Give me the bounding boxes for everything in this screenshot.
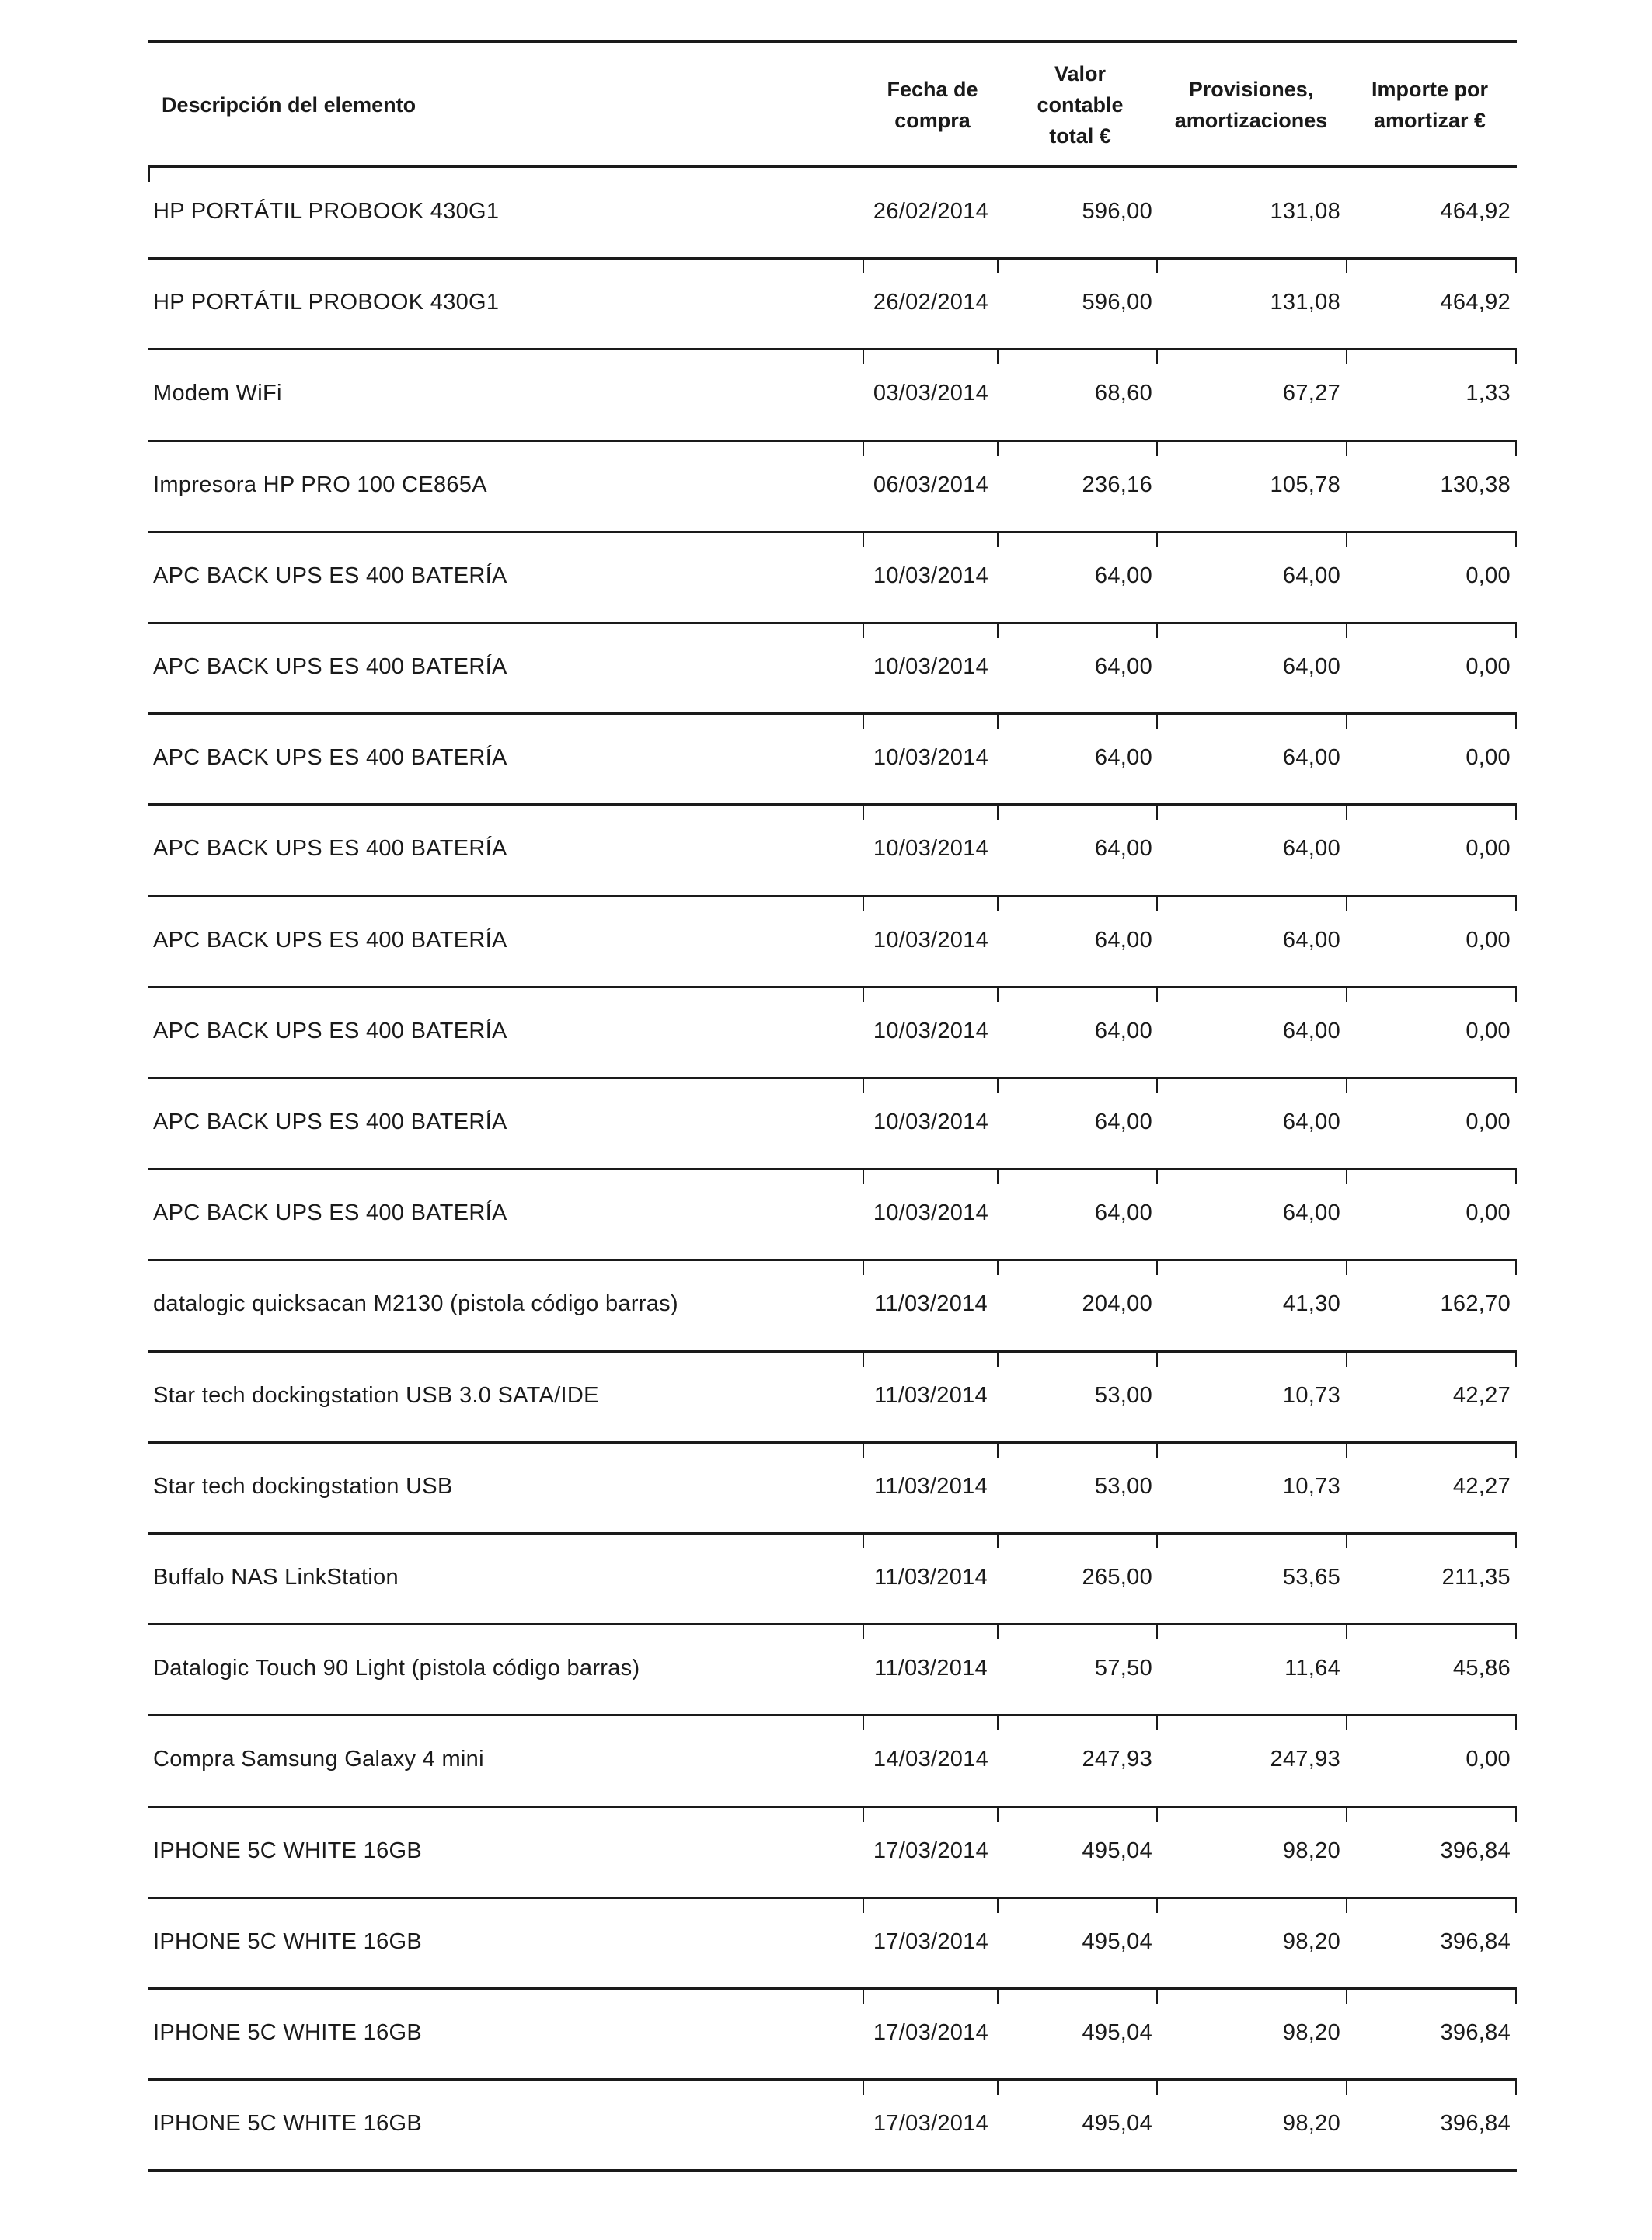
column-tick: [1156, 986, 1158, 1002]
cell-amount-to-amortize: 396,84: [1440, 1838, 1511, 1863]
column-tick: [1156, 1714, 1158, 1730]
cell-description: APC BACK UPS ES 400 BATERÍA: [153, 928, 507, 953]
cell-provisions: 64,00: [1282, 654, 1340, 679]
column-tick: [1515, 1441, 1517, 1458]
header-book-value: [1002, 43, 1158, 167]
column-tick: [1515, 1897, 1517, 1913]
cell-book-value: 64,00: [1094, 654, 1152, 679]
cell-purchase-date: 06/03/2014: [873, 472, 989, 497]
cell-provisions: 98,20: [1282, 1929, 1340, 1954]
column-tick: [1515, 531, 1517, 547]
column-tick: [1156, 1441, 1158, 1458]
column-tick: [1346, 2078, 1347, 2095]
header-description-label: Descripción del elemento: [162, 93, 416, 117]
column-tick: [1515, 440, 1517, 456]
cell-description: APC BACK UPS ES 400 BATERÍA: [153, 1200, 507, 1225]
cell-provisions: 98,20: [1282, 2020, 1340, 2045]
cell-book-value: 64,00: [1094, 563, 1152, 588]
header-date-line2: compra: [894, 109, 971, 132]
cell-provisions: 67,27: [1282, 381, 1340, 406]
cell-provisions: 64,00: [1282, 563, 1340, 588]
column-tick: [1346, 895, 1347, 911]
column-tick: [1156, 1897, 1158, 1913]
column-tick: [1346, 1987, 1347, 2004]
column-tick: [1515, 1532, 1517, 1548]
cell-book-value: 64,00: [1094, 1019, 1152, 1043]
column-tick: [1346, 1259, 1347, 1275]
column-tick: [1156, 622, 1158, 638]
column-tick: [1156, 803, 1158, 820]
cell-purchase-date: 11/03/2014: [874, 1474, 988, 1499]
header-date-line1: Fecha de: [887, 78, 978, 101]
cell-description: APC BACK UPS ES 400 BATERÍA: [153, 654, 507, 679]
cell-description: Datalogic Touch 90 Light (pistola código barras): [153, 1656, 640, 1681]
cell-provisions: 131,08: [1270, 290, 1340, 315]
column-tick: [1515, 895, 1517, 911]
cell-purchase-date: 10/03/2014: [873, 836, 989, 861]
column-tick: [1346, 1441, 1347, 1458]
cell-provisions: 64,00: [1282, 1019, 1340, 1043]
column-tick: [1156, 1259, 1158, 1275]
cell-book-value: 204,00: [1082, 1291, 1152, 1316]
header-value-line3: total €: [1049, 124, 1111, 148]
cell-provisions: 98,20: [1282, 2111, 1340, 2136]
cell-book-value: 53,00: [1094, 1383, 1152, 1408]
cell-purchase-date: 10/03/2014: [873, 1110, 989, 1134]
cell-provisions: 131,08: [1270, 199, 1340, 224]
header-amount-line2: amortizar €: [1373, 109, 1486, 132]
cell-purchase-date: 17/03/2014: [873, 2111, 989, 2136]
header-value-line1: Valor: [1054, 62, 1107, 85]
column-tick: [1156, 895, 1158, 911]
cell-amount-to-amortize: 130,38: [1440, 472, 1511, 497]
column-tick: [1156, 1806, 1158, 1822]
cell-description: IPHONE 5C WHITE 16GB: [153, 1838, 423, 1863]
column-tick: [1156, 1350, 1158, 1367]
cell-amount-to-amortize: 0,00: [1466, 563, 1511, 588]
cell-provisions: 41,30: [1282, 1291, 1340, 1316]
column-tick: [1346, 1168, 1347, 1184]
cell-amount-to-amortize: 0,00: [1466, 1200, 1511, 1225]
column-tick: [1515, 1806, 1517, 1822]
cell-book-value: 64,00: [1094, 745, 1152, 770]
column-tick: [1156, 257, 1158, 273]
cell-book-value: 247,93: [1082, 1747, 1152, 1771]
cell-description: Impresora HP PRO 100 CE865A: [153, 472, 487, 497]
cell-purchase-date: 11/03/2014: [874, 1656, 988, 1681]
cell-provisions: 64,00: [1282, 1200, 1340, 1225]
header-purchase-date: [863, 43, 1002, 167]
header-provisions: [1162, 43, 1340, 167]
column-tick: [1156, 2078, 1158, 2095]
cell-description: APC BACK UPS ES 400 BATERÍA: [153, 1110, 507, 1134]
column-tick: [1515, 622, 1517, 638]
cell-amount-to-amortize: 396,84: [1440, 2111, 1511, 2136]
cell-purchase-date: 10/03/2014: [873, 1200, 989, 1225]
cell-book-value: 265,00: [1082, 1565, 1152, 1590]
cell-purchase-date: 11/03/2014: [874, 1291, 988, 1316]
cell-purchase-date: 17/03/2014: [873, 1929, 989, 1954]
cell-book-value: 64,00: [1094, 836, 1152, 861]
column-tick: [1156, 531, 1158, 547]
header-description: [162, 43, 628, 167]
cell-purchase-date: 10/03/2014: [873, 563, 989, 588]
cell-amount-to-amortize: 464,92: [1440, 290, 1511, 315]
cell-description: HP PORTÁTIL PROBOOK 430G1: [153, 290, 500, 315]
column-tick: [1346, 257, 1347, 273]
cell-description: Buffalo NAS LinkStation: [153, 1565, 399, 1590]
header-amount-to-amortize: [1344, 43, 1515, 167]
column-tick: [1346, 1714, 1347, 1730]
cell-description: datalogic quicksacan M2130 (pistola código barras): [153, 1291, 678, 1316]
cell-amount-to-amortize: 0,00: [1466, 1747, 1511, 1771]
cell-purchase-date: 26/02/2014: [873, 290, 989, 315]
cell-book-value: 596,00: [1082, 199, 1152, 224]
cell-purchase-date: 11/03/2014: [874, 1565, 988, 1590]
column-tick: [1156, 348, 1158, 364]
cell-purchase-date: 14/03/2014: [873, 1747, 989, 1771]
cell-description: IPHONE 5C WHITE 16GB: [153, 2111, 423, 2136]
column-tick: [1346, 440, 1347, 456]
cell-purchase-date: 26/02/2014: [873, 199, 989, 224]
column-tick: [1515, 1623, 1517, 1639]
cell-purchase-date: 11/03/2014: [874, 1383, 988, 1408]
cell-book-value: 495,04: [1082, 2020, 1152, 2045]
column-tick: [1515, 986, 1517, 1002]
cell-book-value: 495,04: [1082, 2111, 1152, 2136]
column-tick: [1515, 1077, 1517, 1093]
cell-amount-to-amortize: 42,27: [1452, 1474, 1511, 1499]
column-tick: [1515, 1259, 1517, 1275]
header-corner-tick: [148, 165, 150, 182]
cell-description: APC BACK UPS ES 400 BATERÍA: [153, 1019, 507, 1043]
cell-description: Star tech dockingstation USB 3.0 SATA/IDE: [153, 1383, 599, 1408]
cell-book-value: 64,00: [1094, 1110, 1152, 1134]
column-tick: [1346, 1532, 1347, 1548]
column-tick: [1515, 1168, 1517, 1184]
column-tick: [1346, 712, 1347, 729]
column-tick: [1515, 803, 1517, 820]
cell-amount-to-amortize: 0,00: [1466, 745, 1511, 770]
column-tick: [1515, 2078, 1517, 2095]
column-tick: [1515, 348, 1517, 364]
cell-book-value: 596,00: [1082, 290, 1152, 315]
cell-purchase-date: 10/03/2014: [873, 1019, 989, 1043]
column-tick: [1515, 1987, 1517, 2004]
column-tick: [1156, 712, 1158, 729]
cell-amount-to-amortize: 396,84: [1440, 2020, 1511, 2045]
header-provisions-line1: Provisiones,: [1188, 78, 1314, 101]
cell-purchase-date: 17/03/2014: [873, 1838, 989, 1863]
cell-provisions: 64,00: [1282, 745, 1340, 770]
column-tick: [1156, 1532, 1158, 1548]
cell-provisions: 64,00: [1282, 836, 1340, 861]
column-tick: [1156, 1987, 1158, 2004]
cell-amount-to-amortize: 211,35: [1441, 1565, 1511, 1590]
column-tick: [1156, 1623, 1158, 1639]
cell-amount-to-amortize: 0,00: [1466, 928, 1511, 953]
cell-amount-to-amortize: 0,00: [1466, 1110, 1511, 1134]
cell-amount-to-amortize: 0,00: [1466, 836, 1511, 861]
cell-provisions: 64,00: [1282, 928, 1340, 953]
column-tick: [1515, 712, 1517, 729]
cell-description: HP PORTÁTIL PROBOOK 430G1: [153, 199, 500, 224]
column-tick: [1346, 1806, 1347, 1822]
column-tick: [1515, 1350, 1517, 1367]
cell-book-value: 57,50: [1094, 1656, 1152, 1681]
header-amount-line1: Importe por: [1371, 78, 1488, 101]
cell-book-value: 64,00: [1094, 1200, 1152, 1225]
cell-description: Modem WiFi: [153, 381, 282, 406]
cell-amount-to-amortize: 162,70: [1440, 1291, 1511, 1316]
column-tick: [1515, 257, 1517, 273]
cell-provisions: 10,73: [1282, 1474, 1340, 1499]
cell-provisions: 105,78: [1270, 472, 1340, 497]
cell-provisions: 64,00: [1282, 1110, 1340, 1134]
cell-amount-to-amortize: 464,92: [1440, 199, 1511, 224]
column-tick: [1346, 622, 1347, 638]
cell-provisions: 247,93: [1270, 1747, 1340, 1771]
cell-purchase-date: 10/03/2014: [873, 745, 989, 770]
column-tick: [1346, 1623, 1347, 1639]
cell-description: APC BACK UPS ES 400 BATERÍA: [153, 745, 507, 770]
column-tick: [1346, 531, 1347, 547]
column-tick: [1346, 803, 1347, 820]
cell-amount-to-amortize: 396,84: [1440, 1929, 1511, 1954]
cell-description: IPHONE 5C WHITE 16GB: [153, 2020, 423, 2045]
cell-purchase-date: 10/03/2014: [873, 654, 989, 679]
cell-amount-to-amortize: 0,00: [1466, 654, 1511, 679]
cell-amount-to-amortize: 0,00: [1466, 1019, 1511, 1043]
column-tick: [1346, 986, 1347, 1002]
cell-provisions: 53,65: [1282, 1565, 1340, 1590]
column-tick: [1156, 440, 1158, 456]
cell-purchase-date: 10/03/2014: [873, 928, 989, 953]
cell-book-value: 495,04: [1082, 1929, 1152, 1954]
cell-description: Compra Samsung Galaxy 4 mini: [153, 1747, 484, 1771]
cell-purchase-date: 17/03/2014: [873, 2020, 989, 2045]
cell-description: APC BACK UPS ES 400 BATERÍA: [153, 836, 507, 861]
cell-book-value: 53,00: [1094, 1474, 1152, 1499]
column-tick: [1346, 348, 1347, 364]
column-tick: [1156, 1168, 1158, 1184]
cell-description: IPHONE 5C WHITE 16GB: [153, 1929, 423, 1954]
cell-amount-to-amortize: 1,33: [1466, 381, 1511, 406]
cell-purchase-date: 03/03/2014: [873, 381, 989, 406]
header-provisions-line2: amortizaciones: [1174, 109, 1328, 132]
cell-provisions: 11,64: [1284, 1656, 1340, 1681]
cell-book-value: 236,16: [1082, 472, 1152, 497]
cell-description: APC BACK UPS ES 400 BATERÍA: [153, 563, 507, 588]
cell-amount-to-amortize: 42,27: [1452, 1383, 1511, 1408]
cell-book-value: 495,04: [1082, 1838, 1152, 1863]
column-tick: [1346, 1350, 1347, 1367]
column-tick: [1346, 1897, 1347, 1913]
column-tick: [1515, 1714, 1517, 1730]
column-tick: [1346, 1077, 1347, 1093]
cell-book-value: 68,60: [1094, 381, 1152, 406]
header-value-line2: contable: [1037, 93, 1124, 117]
cell-amount-to-amortize: 45,86: [1452, 1656, 1511, 1681]
row-divider: [148, 2169, 1517, 2172]
cell-provisions: 98,20: [1282, 1838, 1340, 1863]
cell-book-value: 64,00: [1094, 928, 1152, 953]
cell-provisions: 10,73: [1282, 1383, 1340, 1408]
column-tick: [1156, 1077, 1158, 1093]
cell-description: Star tech dockingstation USB: [153, 1474, 453, 1499]
